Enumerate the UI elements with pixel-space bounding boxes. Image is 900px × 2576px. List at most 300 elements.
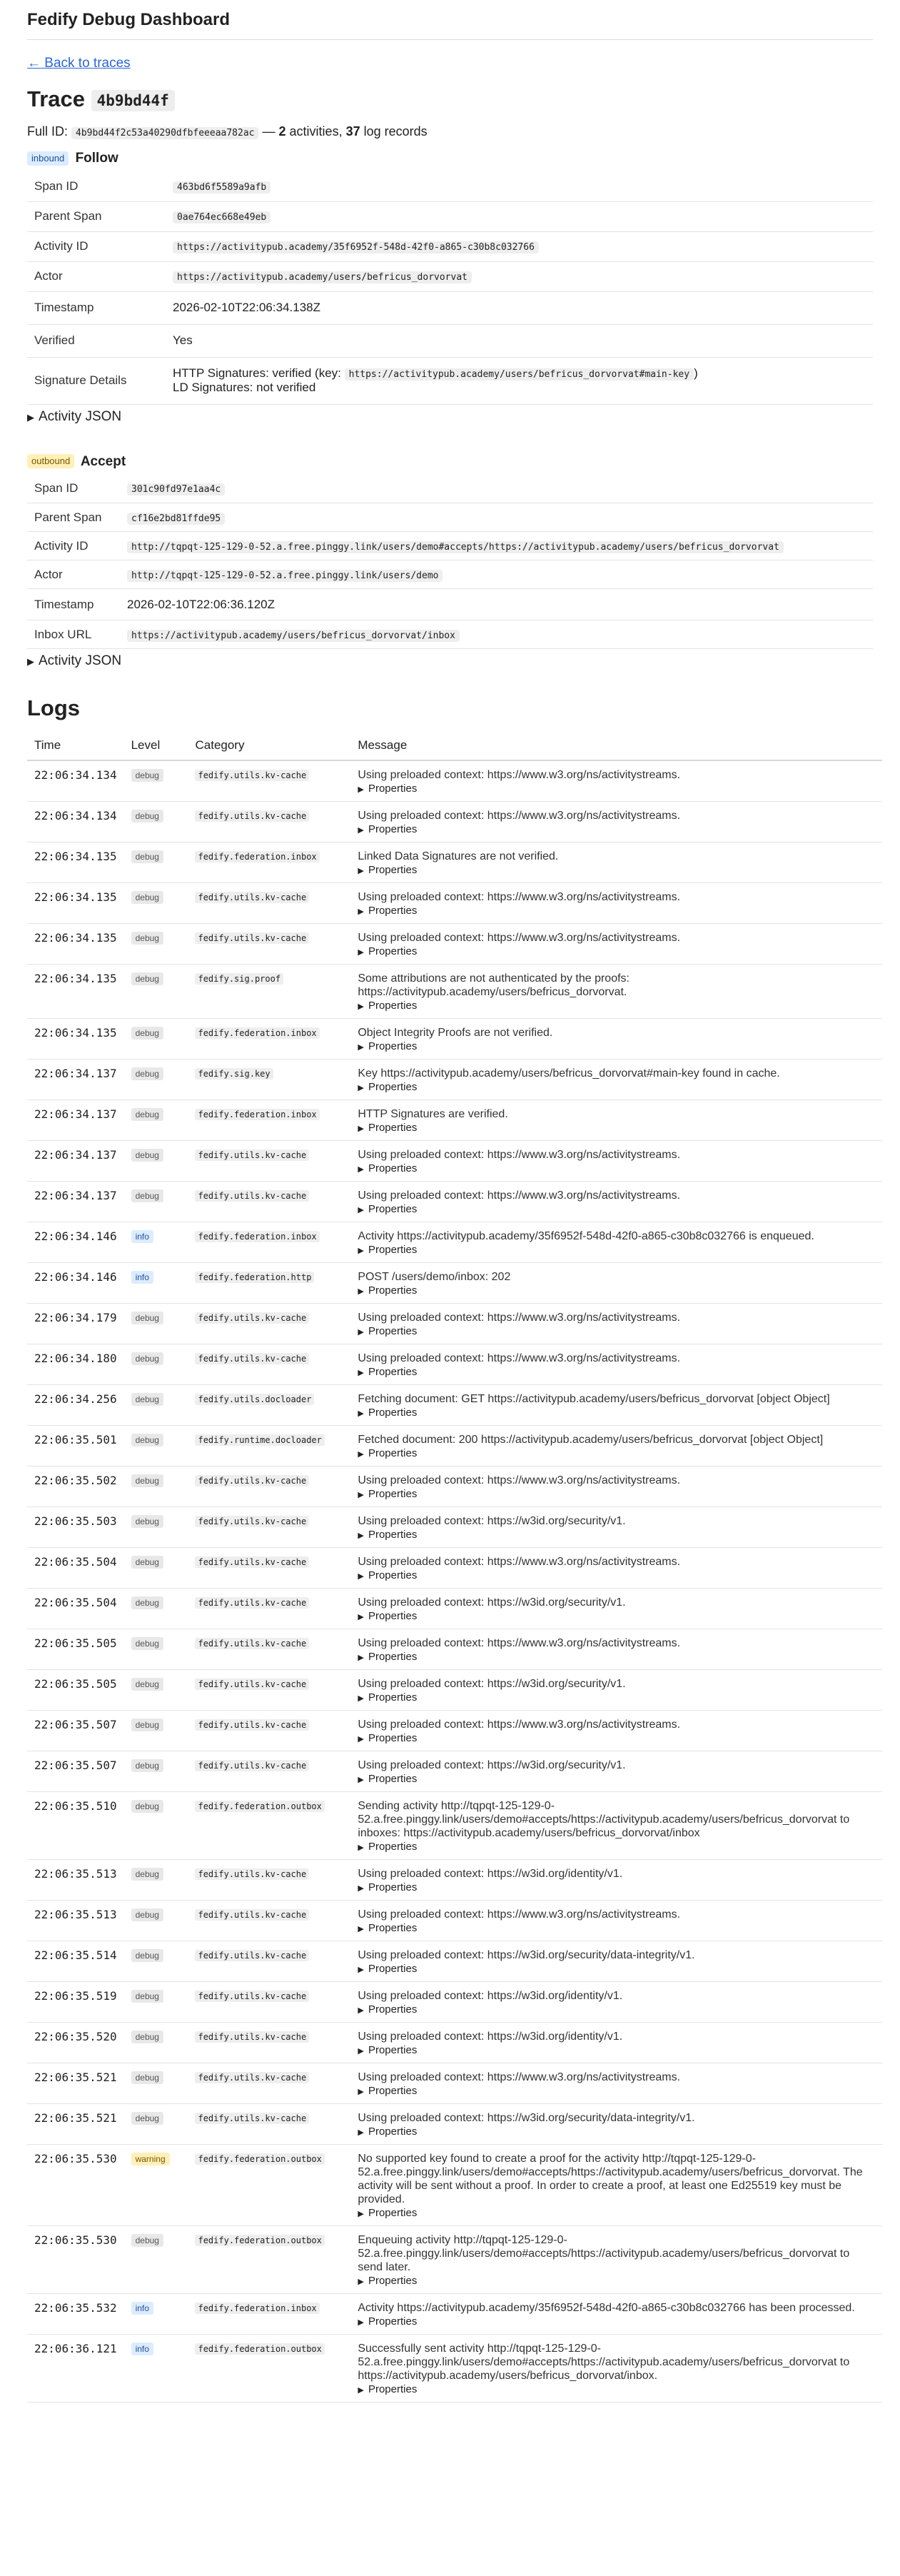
log-level-cell: [124, 2226, 188, 2294]
log-time: 22:06:34.135: [27, 965, 124, 1019]
disclosure-triangle-icon: ▶: [358, 2278, 364, 2286]
trace-heading: [27, 83, 873, 116]
properties-label: Properties: [368, 1325, 418, 1337]
properties-toggle[interactable]: [358, 945, 875, 960]
properties-label: Properties: [368, 864, 418, 876]
log-level-cell: [124, 1141, 188, 1182]
log-level-cell: [124, 1182, 188, 1222]
span-id-label: Span ID: [27, 475, 120, 503]
disclosure-triangle-icon: ▶: [358, 1369, 364, 1377]
properties-label: Properties: [368, 1610, 418, 1622]
log-message: Using preloaded context: https://www.w3.org/ns/activitystreams.: [358, 769, 681, 781]
activity-id: https://activitypub.academy/35f6952f-548d-42f0-a865-c30b8c032766: [173, 241, 539, 253]
log-level-badge: debug: [131, 2234, 163, 2247]
log-message: Using preloaded context: https://w3id.org/security/data-integrity/v1.: [358, 2112, 695, 2124]
properties-toggle[interactable]: [358, 1772, 875, 1787]
log-category-cell: [188, 802, 350, 842]
log-time: 22:06:35.510: [27, 1792, 124, 1860]
properties-toggle[interactable]: [358, 2003, 875, 2018]
log-level-badge: debug: [131, 1474, 163, 1487]
activity-json-toggle[interactable]: [27, 649, 873, 673]
log-category-cell: [188, 1182, 350, 1222]
table-row: [27, 1629, 882, 1670]
log-message-cell: [350, 1100, 882, 1141]
properties-toggle[interactable]: [358, 1202, 875, 1217]
site-title: Fedify Debug Dashboard: [27, 0, 873, 40]
properties-toggle[interactable]: [358, 2206, 875, 2221]
actor-id: https://activitypub.academy/users/befricus_dorvorvat: [173, 271, 472, 283]
log-category: fedify.utils.kv-cache: [195, 2072, 309, 2083]
table-row: [27, 1982, 882, 2023]
table-row: [27, 1141, 882, 1182]
properties-toggle[interactable]: [358, 1324, 875, 1339]
log-time: 22:06:35.521: [27, 2104, 124, 2145]
log-level-cell: [124, 1982, 188, 2023]
log-level-badge: debug: [131, 1949, 163, 1962]
properties-toggle[interactable]: [358, 2383, 875, 2398]
span-section-inbound: [27, 146, 873, 429]
properties-label: Properties: [368, 905, 418, 917]
log-category-cell: [188, 1466, 350, 1507]
log-message: Using preloaded context: https://www.w3.org/ns/activitystreams.: [358, 1908, 681, 1921]
properties-label: Properties: [368, 1651, 418, 1663]
col-category: Category: [188, 730, 350, 760]
log-category: fedify.federation.outbox: [195, 2153, 324, 2165]
table-row: [27, 1507, 882, 1548]
log-category: fedify.utils.kv-cache: [195, 1991, 309, 2002]
log-level-cell: [124, 883, 188, 924]
log-level-cell: [124, 1100, 188, 1141]
table-row: [27, 1941, 882, 1982]
properties-toggle[interactable]: [358, 1731, 875, 1746]
log-category: fedify.utils.kv-cache: [195, 2113, 309, 2124]
properties-label: Properties: [368, 1773, 418, 1785]
log-message: Using preloaded context: https://www.w3.org/ns/activitystreams.: [358, 891, 681, 903]
properties-toggle[interactable]: [358, 1162, 875, 1177]
trace-summary: [27, 117, 873, 146]
log-category-cell: [188, 2226, 350, 2294]
log-category: fedify.utils.kv-cache: [195, 1556, 309, 1568]
disclosure-triangle-icon: ▶: [358, 2128, 364, 2137]
properties-toggle[interactable]: [358, 822, 875, 837]
log-level-cell: [124, 2335, 188, 2403]
log-time: 22:06:34.135: [27, 1019, 124, 1060]
properties-toggle[interactable]: [358, 1881, 875, 1896]
log-time: 22:06:34.146: [27, 1222, 124, 1263]
log-level-badge: debug: [131, 932, 163, 945]
signature-key-id: https://activitypub.academy/users/befricus_dorvorvat#main-key: [345, 368, 694, 381]
log-category-cell: [188, 2023, 350, 2063]
disclosure-triangle-icon: ▶: [358, 2386, 364, 2395]
log-time: 22:06:35.520: [27, 2023, 124, 2063]
properties-toggle[interactable]: [358, 1528, 875, 1543]
table-row: [27, 2335, 882, 2403]
log-message: Fetched document: 200 https://activitypub.academy/users/befricus_dorvorvat [object Object]: [358, 1434, 824, 1446]
log-category-cell: [188, 760, 350, 802]
log-time: 22:06:35.505: [27, 1629, 124, 1670]
verified-value: Yes: [166, 324, 873, 357]
properties-toggle[interactable]: [358, 1840, 875, 1855]
timestamp-label: Timestamp: [27, 589, 120, 620]
log-message-cell: [350, 1860, 882, 1901]
log-time: 22:06:35.504: [27, 1548, 124, 1589]
logs-heading: Logs: [27, 695, 81, 720]
log-category: fedify.utils.kv-cache: [195, 810, 309, 822]
parent-span-value: [166, 201, 873, 231]
properties-toggle[interactable]: [358, 782, 875, 797]
log-category: fedify.utils.docloader: [195, 1394, 314, 1405]
log-level-badge: debug: [131, 850, 163, 863]
properties-toggle[interactable]: [358, 1406, 875, 1421]
properties-toggle[interactable]: [358, 2315, 875, 2330]
log-message: Sending activity http://tqpqt-125-129-0-52.a.free.pinggy.link/users/demo#accepts/https://activitypub.academy/users/befricus_dorvorvat to inboxes: https://activitypub.academy/users/befricus_dorvorvat/inbox: [358, 1800, 850, 1839]
trace-short-id: 4b9bd44f: [91, 90, 175, 111]
log-level-cell: [124, 1751, 188, 1792]
log-category-cell: [188, 1901, 350, 1941]
table-row: [27, 924, 882, 965]
log-level-cell: [124, 2145, 188, 2226]
signature-label: Signature Details: [27, 357, 166, 404]
log-message: Successfully sent activity http://tqpqt-125-129-0-52.a.free.pinggy.link/users/demo#accepts/https://activitypub.academy/users/befricus_dorvorvat to https://activitypub.academy/users/befricus_dorvorvat/inbox.: [358, 2343, 850, 2382]
span-id-label: Span ID: [27, 171, 166, 201]
activity-type: Follow: [75, 151, 118, 166]
activity-json-toggle[interactable]: [27, 405, 873, 429]
log-message-cell: [350, 1589, 882, 1629]
log-category-cell: [188, 1426, 350, 1466]
span-id-row: [27, 171, 873, 201]
parent-span-label: Parent Span: [27, 201, 166, 231]
properties-toggle[interactable]: [358, 1040, 875, 1055]
log-message-cell: [350, 1507, 882, 1548]
log-level-badge: debug: [131, 1434, 163, 1447]
properties-label: Properties: [368, 1569, 418, 1581]
log-category-cell: [188, 2104, 350, 2145]
disclosure-triangle-icon: ▶: [358, 2088, 364, 2096]
log-category-cell: [188, 2294, 350, 2335]
log-message-cell: [350, 1426, 882, 1466]
properties-toggle[interactable]: [358, 1921, 875, 1936]
log-category: fedify.federation.http: [195, 1272, 314, 1283]
log-level-badge: info: [131, 2302, 153, 2315]
properties-toggle[interactable]: [358, 1962, 875, 1977]
log-message: Some attributions are not authenticated by the proofs: https://activitypub.academy/users/befricus_dorvorvat.: [358, 972, 630, 998]
log-message-cell: [350, 1670, 882, 1711]
activity-id-row: [27, 532, 873, 560]
log-category: fedify.federation.outbox: [195, 1801, 324, 1812]
log-message: Using preloaded context: https://w3id.org/identity/v1.: [358, 1990, 623, 2002]
log-category: fedify.utils.kv-cache: [195, 1353, 309, 1364]
actor-label: Actor: [27, 560, 120, 589]
timestamp-row: [27, 589, 873, 620]
disclosure-triangle-icon: ▶: [358, 1125, 364, 1133]
table-row: [27, 1344, 882, 1385]
disclosure-triangle-icon: ▶: [358, 948, 364, 957]
properties-label: Properties: [368, 1841, 418, 1853]
spacer: [27, 429, 873, 449]
log-time: 22:06:35.507: [27, 1751, 124, 1792]
log-level-cell: [124, 1548, 188, 1589]
log-level-badge: debug: [131, 1719, 163, 1731]
disclosure-triangle-icon: ▶: [358, 1328, 364, 1337]
log-message-cell: [350, 760, 882, 802]
disclosure-triangle-icon: ▶: [358, 867, 364, 875]
table-row: [27, 1385, 882, 1426]
log-message: No supported key found to create a proof for the activity http://tqpqt-125-129-0-52.a.free.pinggy.link/users/demo#accepts/https://activitypub.academy/users/befricus_dorvorvat. The activity will be sent without a proof. In order to create a proof, at least one Ed25519 key must be provided.: [358, 2153, 863, 2205]
trace-full-id: 4b9bd44f2c53a40290dfbfeeeaa782ac: [71, 127, 258, 139]
log-level-cell: [124, 1304, 188, 1344]
log-category-cell: [188, 1860, 350, 1901]
properties-label: Properties: [368, 1881, 418, 1893]
log-category-cell: [188, 1222, 350, 1263]
properties-toggle[interactable]: [358, 2274, 875, 2289]
log-level-cell: [124, 1507, 188, 1548]
log-level-cell: [124, 1466, 188, 1507]
parent-span-id: 0ae764ec668e49eb: [173, 211, 270, 223]
properties-toggle[interactable]: [358, 999, 875, 1014]
log-category: fedify.utils.kv-cache: [195, 1597, 309, 1609]
log-category-cell: [188, 1629, 350, 1670]
log-level-cell: [124, 2023, 188, 2063]
activity-id-row: [27, 231, 873, 261]
table-row: [27, 1670, 882, 1711]
log-level-cell: [124, 760, 188, 802]
span-header: [27, 146, 873, 171]
log-category-cell: [188, 1100, 350, 1141]
properties-toggle[interactable]: [358, 1691, 875, 1706]
log-level-badge: info: [131, 2343, 153, 2355]
back-to-traces-link[interactable]: ← Back to traces: [27, 56, 131, 71]
properties-toggle[interactable]: [358, 1650, 875, 1665]
actor-id: http://tqpqt-125-129-0-52.a.free.pinggy.link/users/demo: [127, 570, 443, 582]
log-category: fedify.utils.kv-cache: [195, 1719, 309, 1731]
table-row: [27, 1222, 882, 1263]
log-level-badge: info: [131, 1271, 153, 1284]
table-row: [27, 1589, 882, 1629]
table-row: [27, 802, 882, 842]
properties-label: Properties: [368, 1732, 418, 1744]
properties-toggle[interactable]: [358, 1243, 875, 1258]
log-time: 22:06:34.134: [27, 760, 124, 802]
properties-toggle[interactable]: [358, 1121, 875, 1136]
log-level-badge: debug: [131, 1990, 163, 2003]
log-message-cell: [350, 1711, 882, 1751]
log-category: fedify.utils.kv-cache: [195, 1149, 309, 1161]
log-message-cell: [350, 1060, 882, 1100]
log-time: 22:06:35.532: [27, 2294, 124, 2335]
properties-toggle[interactable]: [358, 1284, 875, 1299]
log-level-cell: [124, 2063, 188, 2104]
properties-toggle[interactable]: [358, 904, 875, 919]
log-level-cell: [124, 1426, 188, 1466]
log-level-badge: debug: [131, 1108, 163, 1121]
log-time: 22:06:34.179: [27, 1304, 124, 1344]
signature-value: [166, 357, 873, 404]
log-time: 22:06:35.513: [27, 1860, 124, 1901]
log-message: Using preloaded context: https://w3id.org/security/v1.: [358, 1759, 626, 1771]
log-time: 22:06:34.135: [27, 883, 124, 924]
log-level-badge: debug: [131, 2031, 163, 2043]
log-message: Using preloaded context: https://www.w3.org/ns/activitystreams.: [358, 1474, 681, 1486]
properties-label: Properties: [368, 2003, 418, 2016]
properties-toggle[interactable]: [358, 2125, 875, 2140]
log-message-cell: [350, 1982, 882, 2023]
log-category-cell: [188, 1982, 350, 2023]
log-level-badge: debug: [131, 769, 163, 782]
log-level-cell: [124, 802, 188, 842]
log-time: 22:06:35.519: [27, 1982, 124, 2023]
activity-count: 2: [278, 124, 286, 139]
log-category: fedify.utils.kv-cache: [195, 1909, 309, 1921]
disclosure-triangle-icon: ▶: [358, 1409, 364, 1418]
log-category: fedify.sig.key: [195, 1068, 273, 1080]
log-level-badge: warning: [131, 2153, 170, 2165]
log-message: Activity https://activitypub.academy/35f6952f-548d-42f0-a865-c30b8c032766 has been processed.: [358, 2302, 855, 2314]
table-row: [27, 2023, 882, 2063]
properties-label: Properties: [368, 1040, 418, 1052]
log-message: Using preloaded context: https://w3id.org/security/v1.: [358, 1678, 626, 1690]
http-sig-prefix: HTTP Signatures: verified (key:: [173, 366, 341, 380]
log-time: 22:06:34.137: [27, 1060, 124, 1100]
direction-badge: inbound: [27, 151, 69, 166]
table-row: [27, 1860, 882, 1901]
log-level-badge: debug: [131, 1189, 163, 1202]
activity-id-value: [166, 231, 873, 261]
properties-label: Properties: [368, 2275, 418, 2287]
log-level-cell: [124, 1589, 188, 1629]
properties-toggle[interactable]: [358, 863, 875, 878]
col-level: Level: [124, 730, 188, 760]
log-level-cell: [124, 1792, 188, 1860]
log-category-cell: [188, 1141, 350, 1182]
log-category-cell: [188, 1670, 350, 1711]
log-message: Linked Data Signatures are not verified.: [358, 850, 559, 862]
log-message: Using preloaded context: https://www.w3.org/ns/activitystreams.: [358, 1556, 681, 1568]
log-message: Using preloaded context: https://w3id.org/security/v1.: [358, 1515, 626, 1527]
log-level-cell: [124, 1941, 188, 1982]
properties-toggle[interactable]: [358, 1569, 875, 1584]
disclosure-triangle-icon: ▶: [358, 1287, 364, 1296]
log-time: 22:06:34.137: [27, 1100, 124, 1141]
table-row: [27, 1466, 882, 1507]
log-level-badge: debug: [131, 1556, 163, 1569]
table-row: [27, 1751, 882, 1792]
inbox-label: Inbox URL: [27, 620, 120, 649]
disclosure-triangle-icon: ▶: [358, 1776, 364, 1784]
span-header: [27, 449, 873, 475]
table-row: [27, 2104, 882, 2145]
table-row: [27, 1182, 882, 1222]
inbox-value: [120, 620, 873, 649]
log-level-badge: debug: [131, 1596, 163, 1609]
log-time: 22:06:35.501: [27, 1426, 124, 1466]
log-time: 22:06:35.503: [27, 1507, 124, 1548]
properties-label: Properties: [368, 1691, 418, 1704]
log-category-cell: [188, 1548, 350, 1589]
properties-label: Properties: [368, 1488, 418, 1500]
properties-toggle[interactable]: [358, 1365, 875, 1380]
table-row: [27, 1426, 882, 1466]
log-category: fedify.sig.proof: [195, 973, 283, 985]
log-category-cell: [188, 1751, 350, 1792]
full-id-label: Full ID:: [27, 124, 69, 139]
disclosure-triangle-icon: ▶: [358, 2210, 364, 2218]
log-message: Using preloaded context: https://www.w3.org/ns/activitystreams.: [358, 1149, 681, 1161]
properties-label: Properties: [368, 1122, 418, 1134]
disclosure-triangle-icon: ▶: [358, 1206, 364, 1214]
properties-toggle[interactable]: [358, 2084, 875, 2099]
actor-row: [27, 261, 873, 291]
log-category-cell: [188, 2063, 350, 2104]
span-details-table: [27, 475, 873, 650]
log-category: fedify.federation.inbox: [195, 1027, 319, 1039]
log-level-badge: debug: [131, 2112, 163, 2125]
log-time: 22:06:35.521: [27, 2063, 124, 2104]
trace-heading-label: Trace: [27, 86, 86, 111]
log-category: fedify.utils.kv-cache: [195, 2031, 309, 2043]
log-message-cell: [350, 2063, 882, 2104]
log-message: Enqueuing activity http://tqpqt-125-129-0-52.a.free.pinggy.link/users/demo#accepts/https://activitypub.academy/users/befricus_dorvorvat to send later.: [358, 2234, 850, 2273]
log-message: Using preloaded context: https://w3id.org/security/data-integrity/v1.: [358, 1949, 695, 1961]
table-row: [27, 965, 882, 1019]
disclosure-triangle-icon: ▶: [358, 1084, 364, 1092]
signature-row: [27, 357, 873, 404]
log-message-cell: [350, 1941, 882, 1982]
verified-label: Verified: [27, 324, 166, 357]
log-message-cell: [350, 2104, 882, 2145]
table-row: [27, 1263, 882, 1304]
span-section-outbound: [27, 449, 873, 674]
log-level-cell: [124, 1670, 188, 1711]
disclosure-triangle-icon: ▶: [358, 1531, 364, 1540]
direction-badge: outbound: [27, 454, 74, 468]
properties-toggle[interactable]: [358, 1487, 875, 1502]
log-message-cell: [350, 1141, 882, 1182]
inbox-row: [27, 620, 873, 649]
log-level-cell: [124, 1222, 188, 1263]
inbox-url: https://activitypub.academy/users/befricus_dorvorvat/inbox: [127, 630, 460, 642]
log-category: fedify.utils.kv-cache: [195, 1312, 309, 1324]
parent-span-value: [120, 503, 873, 532]
logs-header-row: [27, 730, 882, 760]
col-time: Time: [27, 730, 124, 760]
properties-toggle[interactable]: [358, 2043, 875, 2058]
properties-label: Properties: [368, 1000, 418, 1012]
log-category-cell: [188, 1711, 350, 1751]
properties-toggle[interactable]: [358, 1080, 875, 1095]
log-time: 22:06:35.530: [27, 2145, 124, 2226]
log-time: 22:06:35.530: [27, 2226, 124, 2294]
properties-toggle[interactable]: [358, 1447, 875, 1461]
log-time: 22:06:35.507: [27, 1711, 124, 1751]
disclosure-triangle-icon: ▶: [358, 1654, 364, 1662]
log-time: 22:06:35.513: [27, 1901, 124, 1941]
disclosure-triangle-icon: ▶: [358, 1925, 364, 1933]
log-message-cell: [350, 802, 882, 842]
span-details-table: [27, 171, 873, 405]
disclosure-triangle-icon: ▶: [358, 1247, 364, 1255]
log-category: fedify.utils.kv-cache: [195, 932, 309, 944]
log-level-cell: [124, 1629, 188, 1670]
log-category: fedify.utils.kv-cache: [195, 1760, 309, 1771]
log-level-cell: [124, 965, 188, 1019]
log-level-badge: debug: [131, 1515, 163, 1528]
spacer: [27, 673, 873, 686]
properties-toggle[interactable]: [358, 1609, 875, 1624]
disclosure-triangle-icon: ▶: [358, 1491, 364, 1499]
table-row: [27, 1019, 882, 1060]
log-level-badge: info: [131, 1230, 153, 1243]
log-category: fedify.federation.inbox: [195, 1231, 319, 1242]
